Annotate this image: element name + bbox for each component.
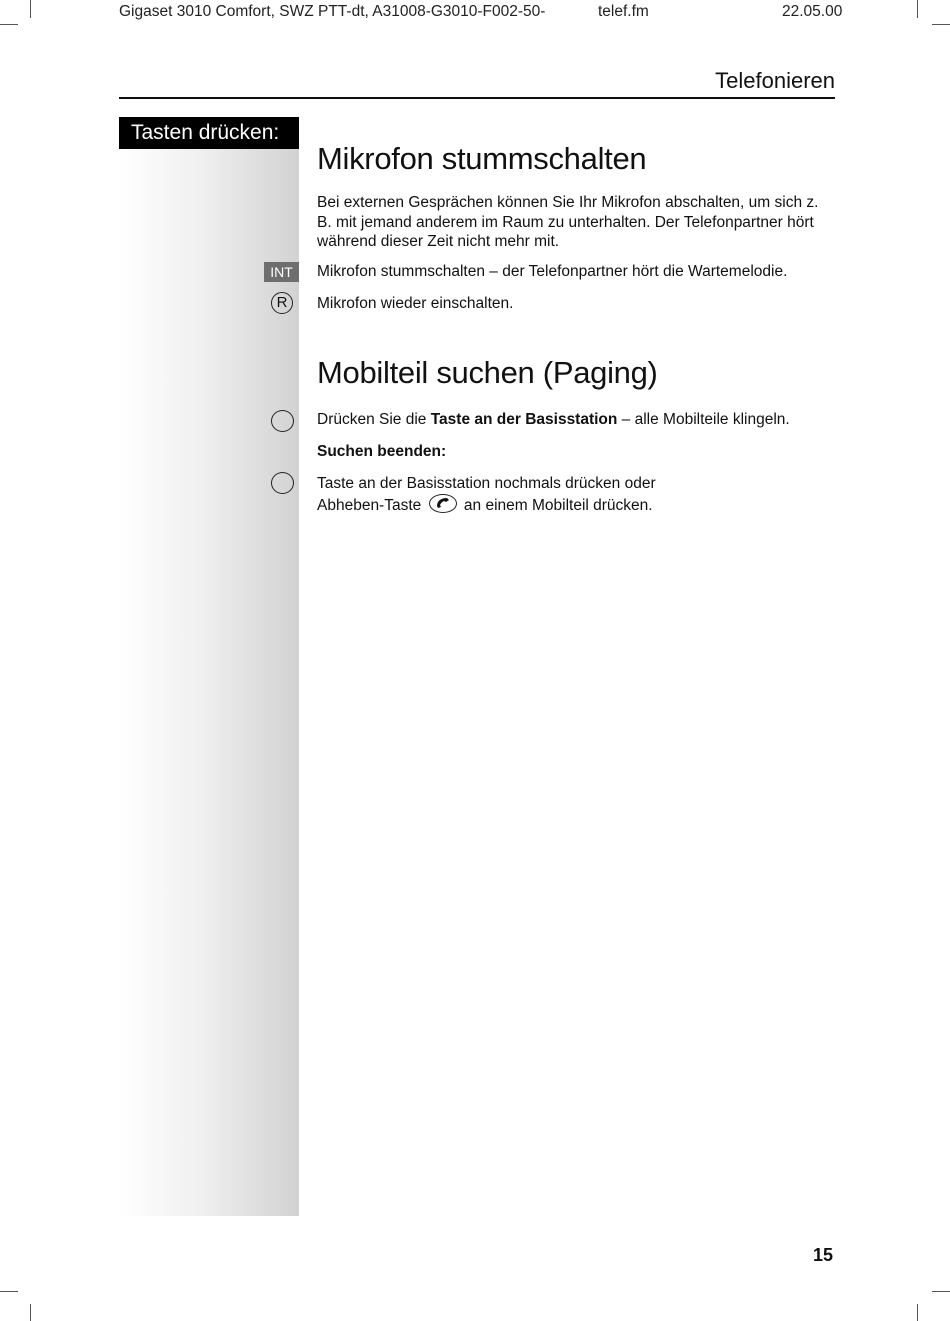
date: 22.05.00 [782,3,843,20]
sidebar-heading: Tasten drücken: [119,117,299,149]
step-stop-text [317,474,837,515]
crop-mark-bottom-left-v [30,1304,31,1321]
step-paging-bold: Taste an der Basisstation [430,411,618,428]
doc-info: Gigaset 3010 Comfort, SWZ PTT-dt, A31008-G3010-F002-50- [119,3,546,20]
page-number: 15 [812,1245,833,1265]
handset-icon [429,494,457,513]
int-key-icon: INT [264,262,299,282]
crop-mark-top-right [917,0,918,18]
step-r-text: Mikrofon wieder einschalten. [317,295,514,312]
round-button-icon [271,472,294,494]
section-title: Telefonieren [715,68,835,93]
section2-title: Mobilteil suchen (Paging) [317,355,658,390]
crop-mark-top-right-h [932,24,950,25]
section1-intro: Bei externen Gesprächen können Sie Ihr Mikrofon abschalten, um sich z. B. mit jemand anderem im Raum zu unterhalten. Der Telefonpartner hört während dieser Zeit nicht mehr mit. [317,194,819,250]
file-name: telef.fm [598,3,649,20]
crop-mark-top-left [30,0,31,18]
step-stop-line2-post: an einem Mobilteil drücken. [463,496,653,514]
step-paging-post: – alle Mobilteile klingeln. [617,411,790,428]
crop-mark-top-left-h [0,24,18,25]
crop-mark-bottom-right [932,1291,950,1292]
step-stop-line2-pre: Abheben-Taste [317,496,422,514]
round-button-icon [271,410,294,432]
header-rule [119,97,835,99]
crop-mark-bottom-right-v [917,1304,918,1321]
subheading-stop-search [317,442,837,462]
step-int-text: Mikrofon stummschalten – der Telefonpartner hört die Wartemelodie. [317,263,788,280]
step-stop-line1: Taste an der Basisstation nochmals drücken oder [317,475,656,492]
step-paging-text [317,410,837,430]
section1-title: Mikrofon stummschalten [317,141,647,176]
subheading-text: Suchen beenden: [317,443,447,460]
r-key-icon: R [271,292,293,314]
step-paging-pre: Drücken Sie die [317,411,431,428]
crop-mark-bottom-left [0,1291,18,1292]
